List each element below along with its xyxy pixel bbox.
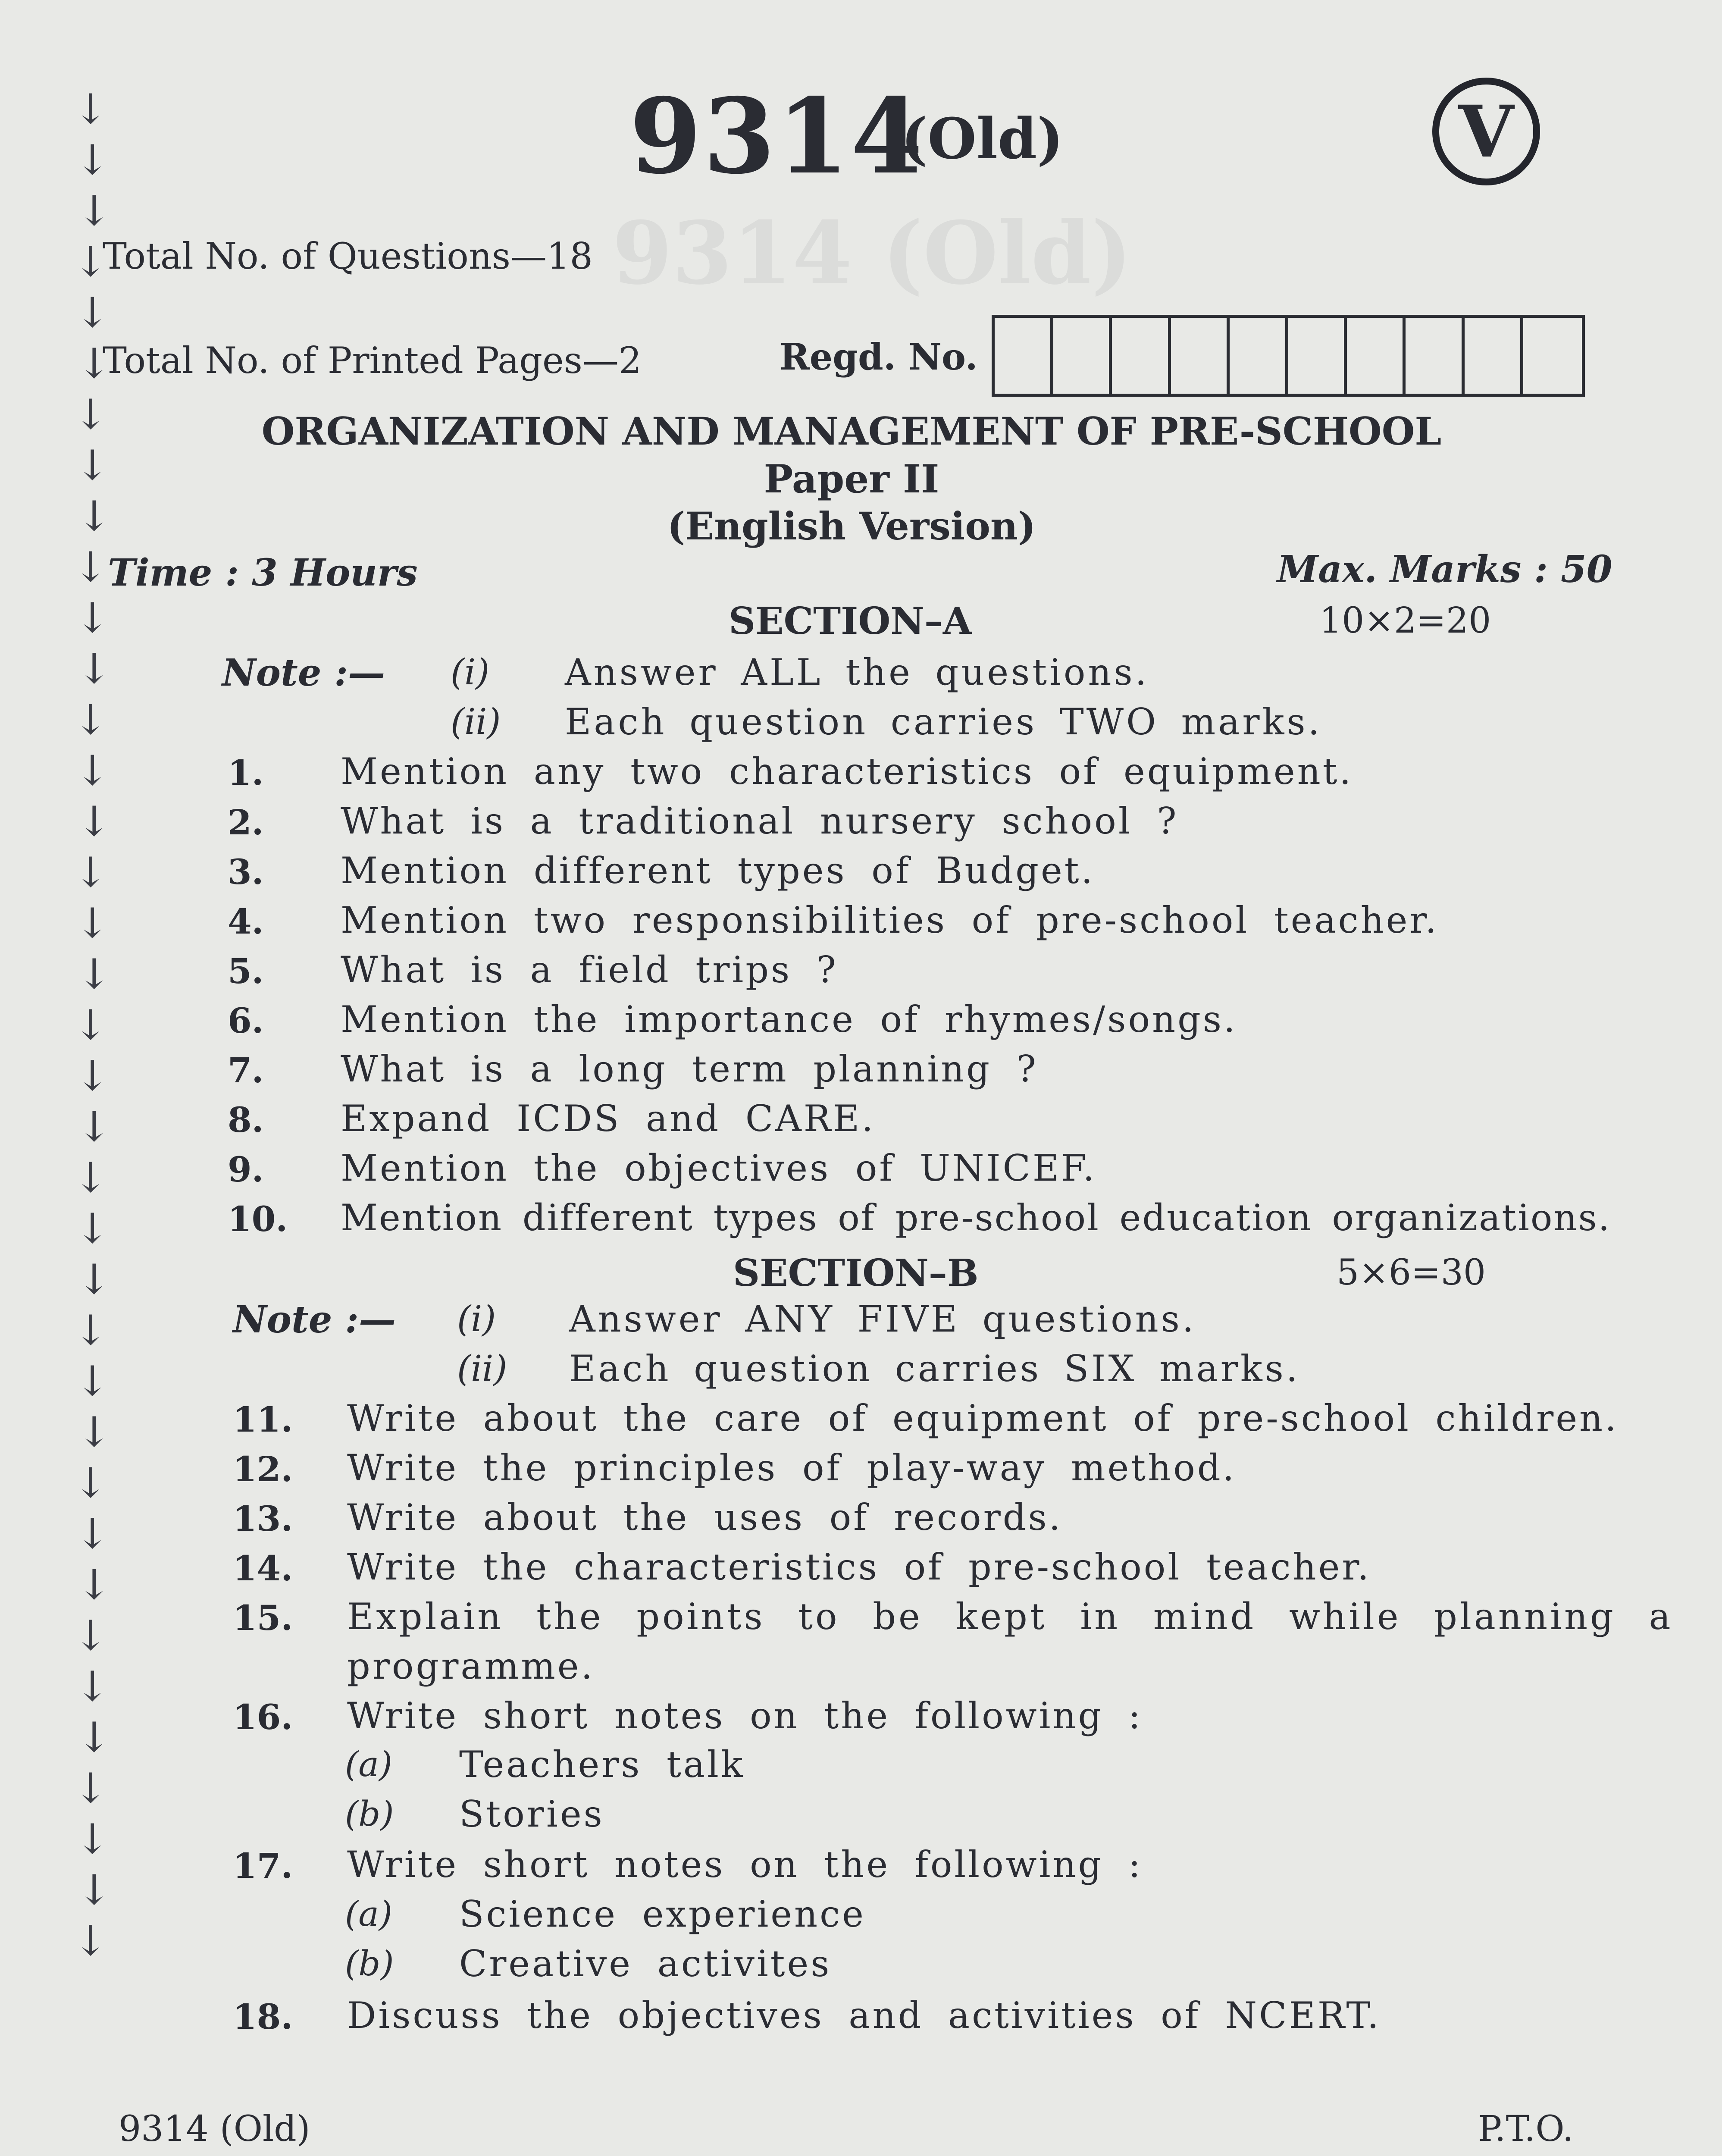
regd-no-boxes[interactable] xyxy=(992,315,1585,397)
regd-digit-box[interactable] xyxy=(1523,318,1582,394)
margin-arrow-icon: ↓ xyxy=(77,1866,112,1914)
question-text: Write short notes on the following : xyxy=(347,1843,1143,1886)
margin-arrow-icon: ↓ xyxy=(77,1713,112,1761)
question-text: Mention any two characteristics of equipment. xyxy=(341,750,1353,793)
sub-question-text: Stories xyxy=(459,1793,604,1835)
question-text: What is a traditional nursery school ? xyxy=(341,800,1179,842)
sub-question-text: Teachers talk xyxy=(459,1743,745,1786)
question-number: 11. xyxy=(233,1399,293,1440)
regd-digit-box[interactable] xyxy=(1053,318,1112,394)
language-version: (English Version) xyxy=(667,504,1036,548)
margin-arrow-icon: ↓ xyxy=(73,543,108,591)
question-number: 18. xyxy=(233,1996,293,2037)
question-text: Mention different types of Budget. xyxy=(341,849,1095,892)
question-text: Mention two responsibilities of pre-school teacher. xyxy=(341,899,1439,941)
note-number: (ii) xyxy=(451,702,501,743)
section-b-note-label: Note :— xyxy=(233,1298,396,1341)
question-number: 10. xyxy=(228,1199,288,1239)
section-b-marks: 5×6=30 xyxy=(1337,1252,1486,1293)
question-text: Write the principles of play-way method. xyxy=(347,1447,1237,1489)
question-number: 3. xyxy=(228,852,264,892)
margin-arrow-icon: ↓ xyxy=(73,696,108,744)
sub-question-text: Creative activites xyxy=(459,1943,832,1985)
question-text: Mention the objectives of UNICEF. xyxy=(341,1147,1097,1189)
paper-number: Paper II xyxy=(764,456,939,502)
question-text: Write the characteristics of pre-school teacher. xyxy=(347,1546,1371,1588)
regd-digit-box[interactable] xyxy=(1112,318,1171,394)
margin-arrow-icon: ↓ xyxy=(77,797,112,846)
margin-arrow-icon: ↓ xyxy=(77,1255,112,1304)
sub-question-label: (a) xyxy=(345,1744,393,1784)
note-text: Answer ALL the questions. xyxy=(565,651,1149,693)
question-number: 4. xyxy=(228,901,264,942)
margin-arrow-icon: ↓ xyxy=(77,645,112,693)
margin-arrow-icon: ↓ xyxy=(75,899,110,947)
question-number: 16. xyxy=(233,1697,293,1737)
margin-arrow-icon: ↓ xyxy=(75,288,110,337)
question-number: 15. xyxy=(233,1598,293,1638)
margin-arrow-icon: ↓ xyxy=(75,1662,110,1711)
margin-arrow-icon: ↓ xyxy=(73,1764,108,1812)
bleed-through-code: 9314 (Old) xyxy=(612,203,1132,304)
note-number: (ii) xyxy=(457,1348,507,1389)
question-text: Mention different types of pre-school education organizations. xyxy=(341,1197,1611,1239)
question-number: 14. xyxy=(233,1548,293,1589)
total-pages: Total No. of Printed Pages—2 xyxy=(103,339,642,382)
question-number: 5. xyxy=(228,951,264,991)
margin-arrow-icon: ↓ xyxy=(75,594,110,642)
question-number: 13. xyxy=(233,1498,293,1539)
margin-arrow-icon: ↓ xyxy=(77,187,112,235)
margin-arrow-icon: ↓ xyxy=(77,950,112,998)
margin-arrow-icon: ↓ xyxy=(73,848,108,896)
margin-arrow-icon: ↓ xyxy=(73,390,108,439)
question-number: 7. xyxy=(228,1050,264,1091)
sub-question-label: (b) xyxy=(345,1794,394,1834)
margin-arrow-icon: ↓ xyxy=(75,1204,110,1253)
footer-pto: P.T.O. xyxy=(1478,2109,1574,2150)
regd-digit-box[interactable] xyxy=(1230,318,1288,394)
question-number: 8. xyxy=(228,1100,264,1140)
question-text: Write about the uses of records. xyxy=(347,1496,1063,1539)
regd-digit-box[interactable] xyxy=(1406,318,1464,394)
regd-digit-box[interactable] xyxy=(1465,318,1523,394)
sub-question-label: (b) xyxy=(345,1943,394,1984)
question-number: 6. xyxy=(228,1000,264,1041)
question-text: Expand ICDS and CARE. xyxy=(341,1097,876,1140)
note-text: Each question carries SIX marks. xyxy=(569,1348,1300,1390)
margin-arrow-icon: ↓ xyxy=(75,1052,110,1100)
note-number: (i) xyxy=(457,1299,496,1340)
margin-arrow-icon: ↓ xyxy=(75,136,110,184)
question-text: Explain the points to be kept in mind while planning a xyxy=(347,1595,1673,1638)
paper-code: 9314 xyxy=(629,75,924,197)
sub-question-label: (a) xyxy=(345,1894,393,1934)
question-number: 9. xyxy=(228,1149,264,1190)
margin-arrow-icon: ↓ xyxy=(77,492,112,540)
regd-digit-box[interactable] xyxy=(1288,318,1347,394)
margin-arrow-icon: ↓ xyxy=(75,1357,110,1405)
section-b-title: SECTION–B xyxy=(733,1251,979,1295)
question-text: Discuss the objectives and activities of NCERT. xyxy=(347,1994,1381,2037)
margin-arrow-icon: ↓ xyxy=(75,746,110,795)
margin-arrow-icon: ↓ xyxy=(73,1917,108,1965)
regd-no-label: Regd. No. xyxy=(780,335,978,378)
margin-arrow-icon: ↓ xyxy=(77,1408,112,1456)
question-text: Write short notes on the following : xyxy=(347,1695,1143,1737)
margin-arrow-icon: ↓ xyxy=(73,238,108,286)
footer-paper-code: 9314 (Old) xyxy=(119,2109,310,2150)
margin-arrow-icon: ↓ xyxy=(77,1561,112,1609)
question-text: What is a field trips ? xyxy=(341,949,838,991)
section-a-marks: 10×2=20 xyxy=(1319,600,1491,641)
regd-digit-box[interactable] xyxy=(1171,318,1230,394)
section-a-note-label: Note :— xyxy=(222,651,385,695)
exam-time: Time : 3 Hours xyxy=(108,551,418,595)
margin-arrow-icon: ↓ xyxy=(73,1459,108,1507)
note-number: (i) xyxy=(451,652,490,693)
section-a-title: SECTION–A xyxy=(729,599,972,643)
regd-digit-box[interactable] xyxy=(1347,318,1406,394)
sub-question-text: Science experience xyxy=(459,1893,866,1935)
margin-arrow-icon: ↓ xyxy=(75,1510,110,1558)
question-number: 2. xyxy=(228,802,264,843)
question-number: 1. xyxy=(228,752,264,793)
question-text: Mention the importance of rhymes/songs. xyxy=(341,998,1237,1040)
margin-arrow-icon: ↓ xyxy=(75,1815,110,1863)
regd-digit-box[interactable] xyxy=(995,318,1053,394)
margin-arrow-icon: ↓ xyxy=(77,1103,112,1151)
margin-arrow-icon: ↓ xyxy=(73,1001,108,1049)
version-badge: V xyxy=(1432,78,1540,185)
paper-code-old: (Old) xyxy=(901,106,1064,172)
question-text: Write about the care of equipment of pre-school children. xyxy=(347,1397,1619,1439)
note-text: Answer ANY FIVE questions. xyxy=(569,1298,1196,1340)
question-text-continued: programme. xyxy=(347,1645,595,1687)
margin-arrow-icon: ↓ xyxy=(73,1611,108,1660)
subject-title: ORGANIZATION AND MANAGEMENT OF PRE-SCHOOL xyxy=(261,409,1442,454)
max-marks: Max. Marks : 50 xyxy=(1277,548,1612,591)
note-text: Each question carries TWO marks. xyxy=(565,701,1322,743)
question-number: 17. xyxy=(233,1846,293,1886)
question-number: 12. xyxy=(233,1449,293,1489)
margin-arrow-icon: ↓ xyxy=(75,441,110,489)
margin-arrow-icon: ↓ xyxy=(73,85,108,133)
margin-arrow-icon: ↓ xyxy=(73,1153,108,1202)
total-questions: Total No. of Questions—18 xyxy=(103,235,593,277)
question-text: What is a long term planning ? xyxy=(341,1048,1038,1090)
margin-arrow-icon: ↓ xyxy=(73,1306,108,1354)
margin-arrow-icon: ↓ xyxy=(77,339,112,388)
